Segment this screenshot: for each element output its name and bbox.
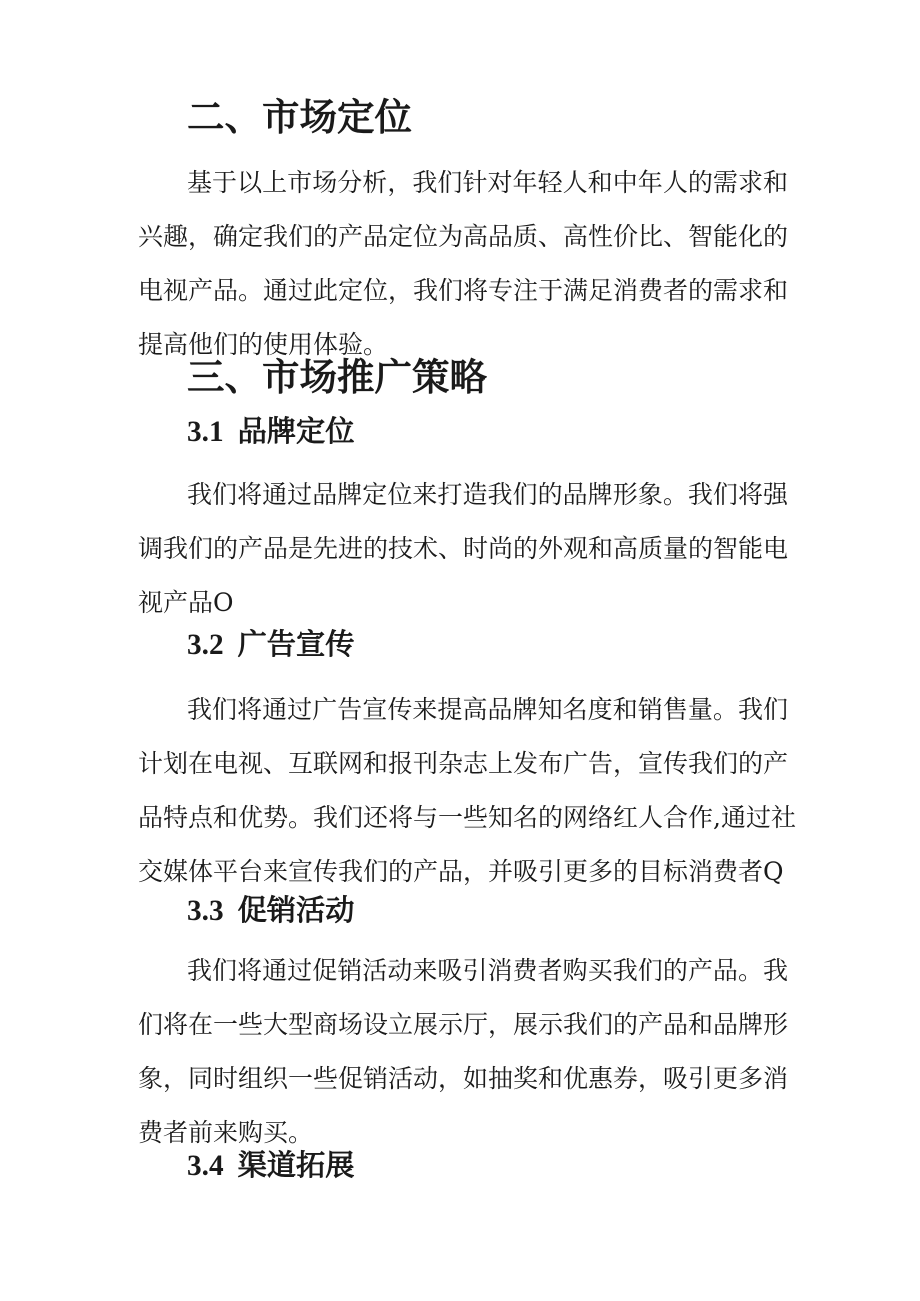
paragraph-line: 我们将通过广告宣传来提高品牌知名度和销售量。我们 [187,695,788,724]
subsection-title: 促销活动 [237,893,355,927]
paragraph-line: 品特点和优势。我们还将与一些知名的网络红人合作,通过社 [138,803,796,832]
paragraph-line: 提高他们的使用体验。 [138,330,389,359]
paragraph-advertising [138,683,796,899]
subsection-heading-brand-positioning [187,414,355,449]
paragraph-market-positioning [138,156,788,372]
paragraph-line: 调我们的产品是先进的技术、时尚的外观和高质量的智能电 [138,534,789,563]
section-heading-market-positioning [187,95,412,139]
paragraph-line: 电视产品。通过此定位，我们将专注于满足消费者的需求和 [138,276,789,305]
subsection-title: 品牌定位 [237,414,355,448]
subsection-title: 广告宣传 [237,627,355,661]
paragraph-line: 我们将通过品牌定位来打造我们的品牌形象。我们将强 [187,480,788,509]
subsection-heading-advertising [187,627,355,662]
paragraph-brand-positioning [138,468,788,630]
paragraph-line: 们将在一些大型商场设立展示厅，展示我们的产品和品牌形 [138,1010,789,1039]
subsection-heading-channel-expansion [187,1148,355,1183]
section-title: 二、市场定位 [187,95,412,139]
subsection-number: 3.1 [187,416,224,448]
paragraph-line: 交媒体平台来宣传我们的产品，并吸引更多的目标消费者Q [138,857,784,886]
paragraph-line: 象，同时组织一些促销活动，如抽奖和优惠券，吸引更多消 [138,1064,789,1093]
subsection-title: 渠道拓展 [237,1148,355,1182]
paragraph-line: 基于以上市场分析，我们针对年轻人和中年人的需求和 [187,168,788,197]
section-heading-marketing-strategy [187,355,487,399]
paragraph-promotions [138,944,788,1160]
paragraph-line: 兴趣，确定我们的产品定位为高品质、高性价比、智能化的 [138,222,789,251]
paragraph-line: 计划在电视、互联网和报刊杂志上发布广告，宣传我们的产 [138,749,789,778]
paragraph-line: 费者前来购买。 [138,1118,314,1147]
paragraph-line: 视产品O [138,588,234,617]
subsection-number: 3.2 [187,629,224,661]
section-title: 三、市场推广策略 [187,355,487,399]
subsection-heading-promotions [187,893,355,928]
paragraph-line: 我们将通过促销活动来吸引消费者购买我们的产品。我 [187,956,788,985]
subsection-number: 3.3 [187,895,224,927]
subsection-number: 3.4 [187,1150,224,1182]
